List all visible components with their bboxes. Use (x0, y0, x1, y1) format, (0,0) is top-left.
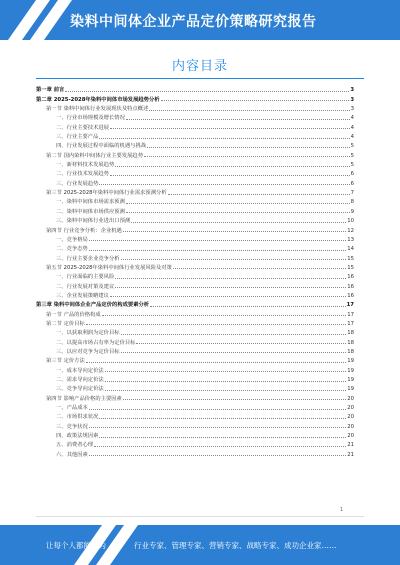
toc-entry-page: 13 (347, 236, 354, 243)
toc-entry-title: 三、竞争导向定价法 (56, 386, 104, 393)
toc-entry-title: 一、成本导向定价法 (56, 367, 104, 374)
toc-entry[interactable] (36, 121, 354, 130)
page-header (0, 0, 400, 40)
toc-entry-page: 19 (347, 386, 354, 393)
toc-leader-dots (161, 100, 350, 101)
toc-entry[interactable] (36, 112, 354, 121)
toc-leader-dots (89, 427, 346, 428)
toc-entry-page: 6 (350, 171, 354, 178)
toc-entry-page: 15 (347, 255, 354, 262)
table-of-contents (36, 84, 354, 458)
toc-entry-title: 一、竞争格局 (56, 236, 88, 243)
toc-entry-page: 21 (347, 442, 354, 449)
toc-entry[interactable] (36, 364, 354, 373)
toc-leader-dots (94, 446, 346, 447)
toc-entry[interactable] (36, 215, 354, 224)
toc-entry[interactable] (36, 234, 354, 243)
toc-leader-dots (150, 306, 346, 307)
toc-entry[interactable] (36, 392, 354, 401)
toc-entry-title: 一、以获取利润为定价目标 (56, 330, 120, 337)
toc-entry-title: 二、行业技术发展趋势 (56, 171, 109, 178)
toc-entry-title: 三、以应对竞争为定价目标 (56, 348, 120, 355)
toc-leader-dots (126, 119, 350, 120)
toc-entry[interactable] (36, 336, 354, 345)
toc-entry[interactable] (36, 177, 354, 186)
toc-entry-title: 四、政策法规因素 (56, 433, 99, 440)
toc-leader-dots (89, 455, 346, 456)
toc-leader-dots (136, 343, 346, 344)
toc-leader-dots (99, 184, 349, 185)
toc-entry-title: 一、染料中间体市场需求预测 (56, 199, 125, 206)
toc-entry-page: 9 (350, 208, 354, 215)
toc-entry-title: 三、染料中间体行业进出口预测 (56, 218, 131, 225)
footer-divider (36, 516, 364, 517)
toc-entry[interactable] (36, 383, 354, 392)
toc-entry-page: 20 (347, 423, 354, 430)
toc-entry[interactable] (36, 402, 354, 411)
toc-entry[interactable] (36, 290, 354, 299)
toc-entry-page: 4 (350, 124, 354, 131)
toc-entry-page: 5 (350, 152, 354, 159)
toc-entry-page: 20 (347, 395, 354, 402)
toc-entry-title: 第一节 产品的价格构成 (46, 311, 101, 318)
toc-entry[interactable] (36, 308, 354, 317)
toc-entry-title: 第二章 2025-2028年染料中间体市场发展趋势分析 (36, 96, 160, 103)
page-footer (0, 525, 400, 565)
toc-entry-title: 三、企业发展策略建议 (56, 292, 109, 299)
toc-leader-dots (99, 138, 349, 139)
toc-leader-dots (131, 222, 346, 223)
toc-entry-title: 六、其他因素 (56, 451, 88, 458)
toc-entry-title: 第三节 2025-2028年染料中间体行业需求预测分析 (46, 190, 167, 197)
toc-leader-dots (89, 240, 346, 241)
toc-entry-page: 16 (347, 283, 354, 290)
toc-entry-page: 3 (350, 87, 354, 94)
toc-entry-page: 18 (347, 348, 354, 355)
toc-entry-page: 16 (347, 274, 354, 281)
toc-leader-dots (89, 409, 346, 410)
toc-leader-dots (105, 371, 347, 372)
toc-entry[interactable] (36, 252, 354, 261)
toc-entry-page: 18 (347, 339, 354, 346)
toc-entry-title: 二、染料中间体市场供应预测 (56, 208, 125, 215)
toc-entry[interactable] (36, 439, 354, 448)
toc-entry-page: 4 (350, 134, 354, 141)
toc-entry-page: 7 (350, 190, 354, 197)
toc-leader-dots (173, 268, 346, 269)
toc-entry-title: 三、行业主要产品 (56, 134, 99, 141)
toc-leader-dots (123, 231, 346, 232)
toc-entry[interactable] (36, 262, 354, 271)
toc-entry-page: 14 (347, 246, 354, 253)
toc-leader-dots (123, 399, 346, 400)
toc-entry-page: 3 (350, 106, 354, 113)
toc-entry[interactable] (36, 187, 354, 196)
toc-entry[interactable] (36, 168, 354, 177)
toc-entry-page: 15 (347, 264, 354, 271)
toc-entry[interactable] (36, 430, 354, 439)
toc-entry[interactable] (36, 93, 354, 102)
page-number: 1 (340, 507, 344, 513)
toc-entry-page: 17 (347, 311, 354, 318)
toc-entry-title: 二、行业主要技术进展 (56, 124, 109, 131)
toc-leader-dots (89, 250, 346, 251)
toc-entry-title: 一、行业市场规模及增长情况 (56, 115, 125, 122)
toc-entry[interactable] (36, 103, 354, 112)
toc-entry-page: 20 (347, 414, 354, 421)
toc-leader-dots (149, 110, 349, 111)
toc-leader-dots (126, 203, 350, 204)
toc-leader-dots (121, 334, 347, 335)
toc-entry-page: 16 (347, 292, 354, 299)
toc-entry-page: 18 (347, 330, 354, 337)
report-title: 染料中间体企业产品定价策略研究报告 (70, 14, 317, 30)
toc-entry[interactable] (36, 411, 354, 420)
toc-entry-title: 三、行业发展趋势 (56, 180, 99, 187)
toc-entry[interactable] (36, 140, 354, 149)
toc-entry-title: 五、消费者心理 (56, 442, 94, 449)
toc-entry-page: 12 (347, 227, 354, 234)
toc-leader-dots (86, 324, 346, 325)
toc-entry-title: 二、行业发展对策及建议 (56, 283, 115, 290)
toc-entry-title: 三、行业主要企业竞争分析 (56, 255, 120, 262)
toc-entry-title: 三、竞争状况 (56, 423, 88, 430)
toc-entry[interactable] (36, 448, 354, 457)
toc-entry[interactable] (36, 196, 354, 205)
toc-leader-dots (110, 175, 350, 176)
toc-leader-dots (115, 278, 346, 279)
toc-entry-page: 4 (350, 115, 354, 122)
toc-entry[interactable] (36, 243, 354, 252)
toc-entry-title: 第四节 影响产品价格的主要因素 (46, 395, 122, 402)
toc-entry-title: 第三章 染料中间体企业产品定价的构成要素分析 (36, 302, 150, 309)
toc-entry-page: 20 (347, 433, 354, 440)
toc-heading: 内容目录 (171, 59, 228, 74)
toc-entry[interactable] (36, 420, 354, 429)
toc-entry-page: 19 (347, 367, 354, 374)
toc-leader-dots (147, 147, 350, 148)
toc-entry-title: 第四节 行业竞争分析：企业机遇 (46, 227, 122, 234)
footer-slogan-left: 让每个人都能成为 (46, 541, 106, 550)
toc-entry-page: 20 (347, 405, 354, 412)
toc-entry[interactable] (36, 271, 354, 280)
toc-leader-dots (115, 287, 346, 288)
toc-entry[interactable] (36, 159, 354, 168)
toc-entry-title: 一、产品成本 (56, 405, 88, 412)
toc-entry-title: 一、新材料技术发展趋势 (56, 162, 115, 169)
toc-entry-page: 17 (346, 302, 354, 309)
toc-entry-page: 5 (350, 162, 354, 169)
toc-entry-title: 二、以提高市场占有率为定价目标 (56, 339, 136, 346)
toc-entry-title: 第一节 染料中间体行业发展现状及特点概述 (46, 106, 149, 113)
toc-entry-page: 5 (350, 143, 354, 150)
toc-entry[interactable] (36, 374, 354, 383)
toc-entry[interactable] (36, 131, 354, 140)
toc-leader-dots (168, 194, 350, 195)
toc-entry-title: 第五节 2025-2028年染料中间体行业发展风险及对策 (46, 264, 172, 271)
toc-entry[interactable] (36, 355, 354, 364)
toc-entry-page: 19 (347, 377, 354, 383)
toc-entry[interactable] (36, 299, 354, 308)
toc-leader-dots (110, 128, 350, 129)
toc-entry[interactable] (36, 346, 354, 355)
toc-entry[interactable] (36, 205, 354, 214)
toc-leader-dots (121, 352, 347, 353)
toc-leader-dots (105, 390, 347, 391)
toc-heading-rule (36, 78, 364, 79)
toc-entry-page: 21 (347, 451, 354, 458)
toc-entry-page: 8 (350, 199, 354, 206)
toc-entry-title: 第一章 前言 (36, 87, 65, 94)
toc-entry[interactable] (36, 327, 354, 336)
toc-entry-title: 一、行业面临的主要风险 (56, 274, 115, 281)
toc-leader-dots (65, 91, 349, 92)
toc-entry-page: 6 (350, 180, 354, 187)
toc-entry-page: 3 (350, 96, 354, 103)
toc-leader-dots (102, 315, 347, 316)
toc-entry[interactable] (36, 318, 354, 327)
toc-entry[interactable] (36, 280, 354, 289)
toc-leader-dots (144, 156, 350, 157)
toc-entry[interactable] (36, 224, 354, 233)
toc-entry-title: 二、需求导向定价法 (56, 377, 104, 383)
toc-entry-title: 第二节 定价目标 (46, 320, 85, 327)
toc-entry-page: 10 (347, 218, 354, 225)
toc-entry-title: 二、市场供求状况 (56, 414, 99, 421)
toc-leader-dots (115, 166, 349, 167)
toc-leader-dots (110, 296, 346, 297)
toc-leader-dots (121, 259, 347, 260)
toc-leader-dots (99, 418, 346, 419)
toc-leader-dots (99, 437, 346, 438)
toc-leader-dots (105, 381, 347, 382)
toc-entry-title: 四、行业发展过程中面临的机遇与挑战 (56, 143, 147, 150)
toc-entry-title: 第二节 国内染料中间体行业主要发展趋势 (46, 152, 144, 159)
toc-leader-dots (126, 212, 350, 213)
toc-entry[interactable] (36, 84, 354, 93)
footer-slogan-right: 行业专家、管理专家、营销专家、战略专家、成功企业家…… (134, 541, 337, 550)
toc-entry-title: 第三节 定价方法 (46, 358, 85, 365)
toc-entry[interactable] (36, 149, 354, 158)
toc-entry-page: 17 (347, 320, 354, 327)
toc-entry-page: 19 (347, 358, 354, 365)
toc-leader-dots (86, 362, 346, 363)
toc-entry-title: 二、竞争态势 (56, 246, 88, 253)
